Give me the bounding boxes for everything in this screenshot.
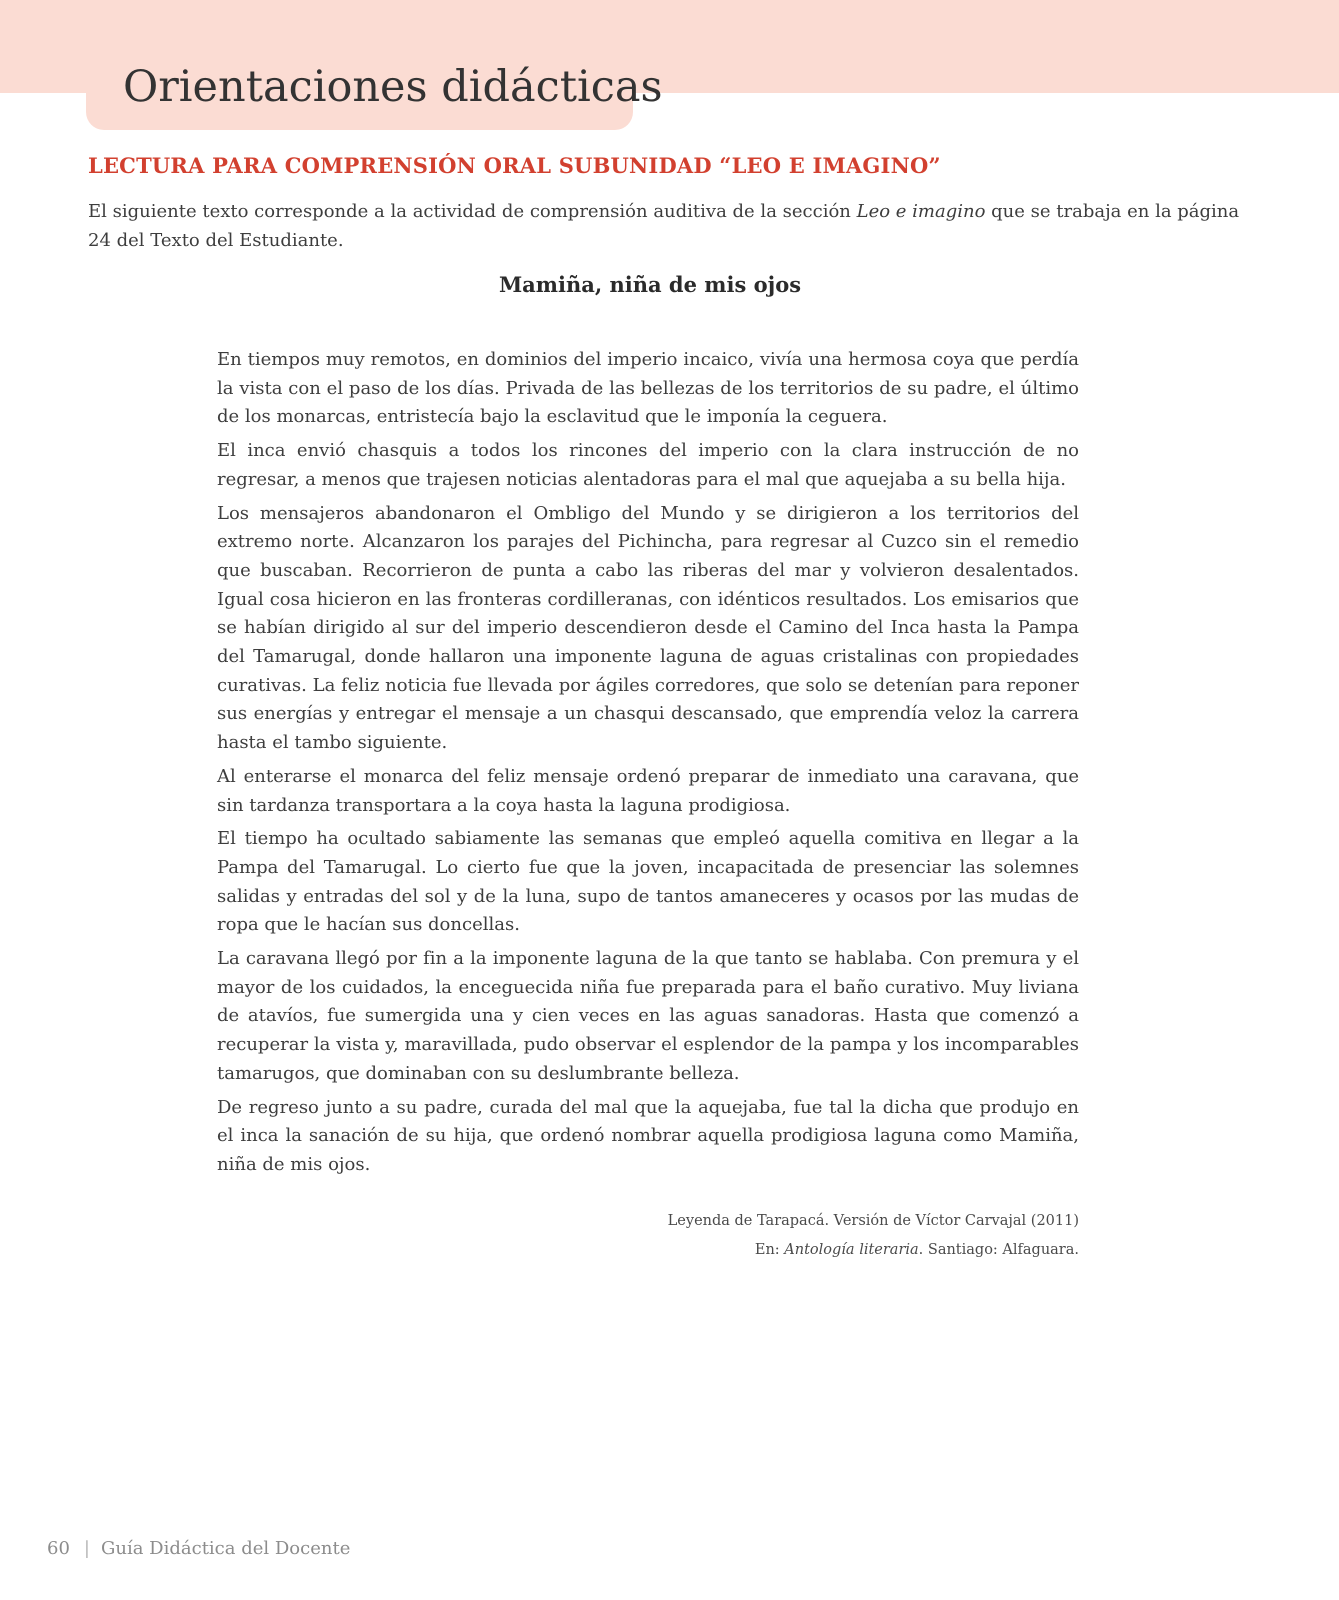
story-paragraph: En tiempos muy remotos, en dominios del imperio incaico, vivía una hermosa coya que perdía la vista con el paso de los días. Privada de las bellezas de los territorios de su padre, el último de los monarcas, entristecía bajo la esclavitud que le imponía la ceguera. (217, 349, 1079, 428)
story-paragraph: Los mensajeros abandonaron el Ombligo del Mundo y se dirigieron a los territorios del extremo norte. Alcanzaron los parajes del Pichincha, para regresar al Cuzco sin el remedio que buscaban. Recorrieron de punta a cabo las riberas del mar y volvieron desalentados. Igual cosa hicieron en las fronteras cordilleranas, con idénticos resultados. Los emisarios que se habían dirigido al sur del imperio descendieron desde el Camino del Inca hasta la Pampa del Tamarugal, donde hallaron una imponente laguna de aguas cristalinas con propiedades curativas. La feliz noticia fue llevada por ágiles corredores, que solo se detenían para reponer sus energías y entregar el mensaje a un chasqui descansado, que emprendía veloz la carrera hasta el tambo siguiente. (217, 502, 1079, 754)
citation-line-1: Leyenda de Tarapacá. Versión de Víctor Carvajal (2011) (667, 1213, 1079, 1229)
footer-separator: | (83, 1538, 90, 1559)
story-paragraph: De regreso junto a su padre, curada del mal que la aquejaba, fue tal la dicha que produjo en el inca la sanación de su hija, que ordenó nombrar aquella prodigiosa laguna como Mamiña, niña de mis ojos. (217, 1096, 1079, 1175)
story-paragraph: El tiempo ha ocultado sabiamente las semanas que empleó aquella comitiva en llegar a la Pampa del Tamarugal. Lo cierto fue que la joven, incapacitada de presenciar las solemnes salidas y entradas del sol y de la luna, supo de tantos amaneceres y ocasos por las mudas de ropa que le hacían sus doncellas. (217, 828, 1079, 936)
intro-section-name: Leo e imagino (856, 201, 986, 222)
citation-prefix: En: (754, 1242, 785, 1258)
section-heading: LECTURA PARA COMPRENSIÓN ORAL SUBUNIDAD “LEO E IMAGINO” (88, 153, 941, 178)
story-paragraph: La caravana llegó por fin a la imponente laguna de la que tanto se hablaba. Con premura y el mayor de los cuidados, la enceguecida niña fue preparada para el baño curativo. Muy liviana de atavíos, fue sumergida una y cien veces en las aguas sanadoras. Hasta que comenzó a recuperar la vista y, maravillada, pudo observar el esplendor de la pampa y los incomparables tamarugos, que dominaban con su deslumbrante belleza. (217, 948, 1079, 1084)
story-paragraph: El inca envió chasquis a todos los rincones del imperio con la clara instrucción de no regresar, a menos que trajesen noticias alentadoras para el mal que aquejaba a su bella hija. (217, 440, 1079, 490)
story-title: Mamiña, niña de mis ojos (498, 272, 802, 297)
citation-line-2 (600, 1236, 1079, 1265)
page-title: Orientaciones didácticas (123, 62, 663, 112)
source-citation (600, 1207, 1079, 1265)
story-body (217, 346, 1079, 1185)
page-footer (47, 1538, 350, 1559)
intro-text-end: que se trabaja en la página 24 del Texto del Estudiante. (88, 201, 1240, 251)
citation-book-title: Antología literaria (784, 1242, 919, 1258)
intro-text (88, 197, 1253, 255)
citation-publisher: . Santiago: Alfaguara. (918, 1242, 1079, 1258)
page-number: 60 (47, 1538, 70, 1559)
story-paragraph: Al enterarse el monarca del feliz mensaje ordenó preparar de inmediato una caravana, que sin tardanza transportara a la coya hasta la laguna prodigiosa. (217, 765, 1079, 816)
footer-book-title: Guía Didáctica del Docente (100, 1538, 351, 1559)
intro-text-start: El siguiente texto corresponde a la actividad de comprensión auditiva de la sección (88, 201, 857, 222)
